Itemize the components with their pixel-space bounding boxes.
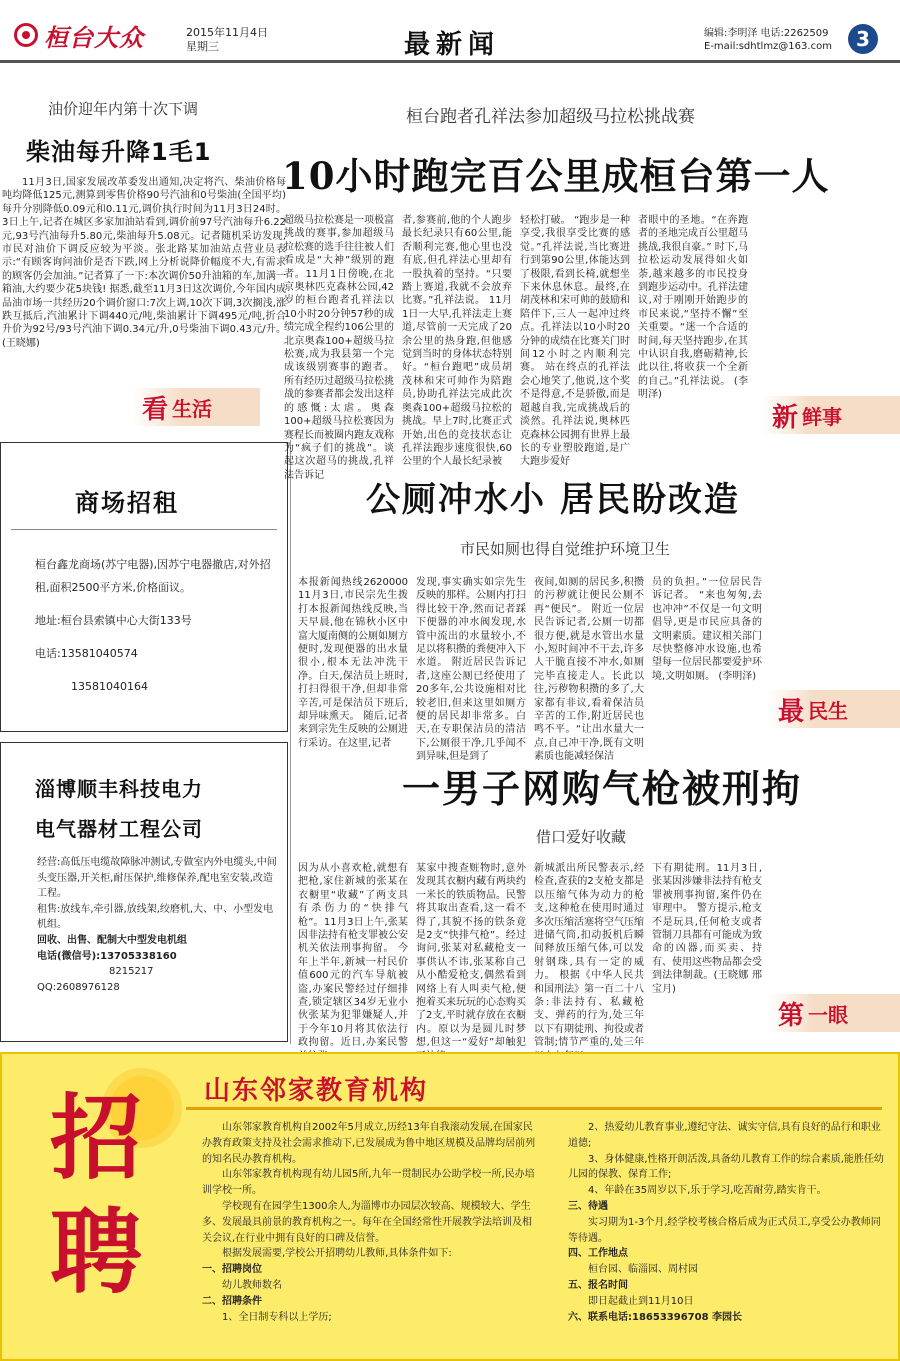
recruit-org-bar <box>186 1066 882 1110</box>
oil-headline: 柴油每升降1毛1 <box>26 138 212 166</box>
recruit-cond-3: 3、身体健康,性格开朗活泼,具备幼儿教育工作的综合素质,能胜任幼儿园的保教、保育工作; <box>568 1153 884 1181</box>
gun-col-3: 新城派出所民警表示,经检查,查获的2支枪支都是以压缩气体为动力的枪支,这种枪在使用时通过多次压缩活塞将空气压缩进储气筒,扣动扳机后瞬间释放压缩气体,可以发射钢珠,具有一定的威力。 根据《中华人民共和国刑法》第一百二十八条:非法持有、私藏枪支、弹药的行为,处三年以下有期徒刑、拘役或者管制;情节严重的,处三年 <box>534 863 644 1049</box>
recruit-heading-4: 四、工作地点 <box>568 1248 628 1260</box>
recruit-heading-3: 三、待遇 <box>568 1200 608 1212</box>
mall-ad-phone1: 电话:13581040574 <box>35 647 138 660</box>
toilet-col-4: 员的负担。”一位居民告诉记者。 “来也匆匆,去也冲冲”不仅是一句文明倡导,更是市民应具备的文明素质。建议相关部门尽快整修冲水设施,也希望每一位居民都要爱护环境,文明如厕。 (李明泽) <box>652 577 762 682</box>
recruit-para-2: 山东邻家教育机构现有幼儿园5所,九年一贯制民办公助学校一所,民办培训学校一所。 <box>202 1169 535 1197</box>
marathon-kicker: 桓台跑者孔祥法参加超级马拉松挑战赛 <box>406 107 695 127</box>
elec-ad-body <box>37 855 279 995</box>
mall-rent-ad <box>0 442 288 732</box>
section-title: 最新闻 <box>404 30 501 60</box>
tag-fresh-small: 鲜事 <box>802 404 843 429</box>
toilet-col-3: 夜间,如厕的居民多,积攒的污秽就让便民公厕不再“便民”。 附近一位居民告诉记者,公厕一切都很方便,就是水管出水量小,短时间冲不干去,许多人干脆直接不冲水,如厕完毕直接走人。长此以往,污秽物积攒的多了,大家都有非议,看着保洁员辛苦的工作,附近居民也鸣不平。“让出水量大一点,自己冲干净,既有文明素质也能减轻保洁 <box>534 577 644 763</box>
recruit-heading-5: 五、报名时间 <box>568 1279 628 1291</box>
recruit-para-4: 根据发展需要,学校公开招聘幼儿教师,具体条件如下: <box>222 1248 452 1260</box>
recruit-cond-1: 1、全日制专科以上学历; <box>222 1311 332 1323</box>
recruit-char-2: 聘 <box>50 1198 143 1306</box>
toilet-article-body <box>298 576 762 763</box>
recruit-para-3: 学校现有在园学生1300余人,为淄博市办园层次较高、规模较大、学生多、发展最具前景的教育机构之一。每年在全国经常性开展教学法培训及相关会议,在行业中拥有良好的口碑及信誉。 <box>202 1200 532 1244</box>
gun-subheadline: 借口爱好收藏 <box>536 828 627 846</box>
section-tag-people <box>768 690 900 728</box>
tag-first-small: 一眼 <box>808 1002 849 1027</box>
masthead-logo <box>14 20 144 50</box>
tag-fresh-big: 新 <box>772 402 799 433</box>
column-divider <box>290 440 291 1044</box>
oil-kicker: 油价迎年内第十次下调 <box>48 100 199 118</box>
gun-col-2: 某家中搜查赃物时,意外发现其衣橱内藏有两块约一米长的铁质物品。民警将其取出查看,这一看不得了,其貌不扬的铁条竟是2支“快排气枪”。经过询问,张某对私藏枪支一事供认不讳,张某称自己从小酷爱枪支,偶然看到网络上有人叫卖气枪,便抱着买来玩玩的心态购买了2支,平时就存放在衣橱内。原以为是圆儿时梦想,但这一“爱好”却触犯 <box>416 863 526 1049</box>
tag-people-big: 最 <box>778 696 805 727</box>
marathon-col-3: 轻松打破。 “跑步是一种享受,我很享受比赛的感觉。”孔祥法说,当比赛进行到第90公里,体能达到了极限,看到长椅,就想坐下来休息休息。最终,在胡茂林和宋可帅的鼓励和陪伴下,三人一起冲过终点。孔祥法以10小时20分钟的成绩在比赛关门时间12小时之内顺利完赛。 站在终点的孔祥法会心地笑了,他说,这个奖不是得意,不是骄傲,而是超越自我,完成挑战后的淡然。孔祥法说,奥林匹克森林公园拥有世界上最长的专业塑胶跑道,是广大跑步爱好 <box>520 215 630 468</box>
marathon-col-4: 者眼中的圣地。“在奔跑者的圣地完成百公里超马挑战,我很自豪。” 时下,马拉松运动发展得如火如荼,越来越多的市民投身到跑步运动中。孔祥法建议,对于刚刚开始跑步的市民来说,“坚持不懈”至关重要。“迷一个合适的时间,每天坚持跑步,在其中认识自我,磨砺精神,长此以往,将收获一个全新的自己。”孔祥法说。 (李明泽) <box>638 215 748 401</box>
recruit-org-name: 山东邻家教育机构 <box>204 1076 429 1106</box>
toilet-col-2: 发现,事实确实如宗先生反映的那样。公厕内打扫得比较干净,然而记者踩下便器的冲水阀发现,水管中流出的水量较小,不足以将积攒的粪便冲入下水道。 附近居民告诉记者,这座公厕已经使用了20多年,公共设施相对比较老旧,但来这里如厕方便的居民却非常多。白天,在专职保洁员的清洁下,公厕很干净,几乎闻不到异味,但是到了 <box>416 577 526 763</box>
recruit-right-column <box>568 1120 890 1325</box>
section-tag-life <box>132 388 260 426</box>
mall-ad-title: 商场招租 <box>75 488 179 517</box>
elec-title-line2: 电气器材工程公司 <box>35 817 203 841</box>
logo-icon <box>14 23 38 47</box>
electric-company-ad <box>0 742 288 1042</box>
header-divider <box>0 60 900 63</box>
section-tag-first <box>768 994 900 1032</box>
toilet-col-1: 本报新闻热线2620000 11月3日,市民宗先生拨打本报新闻热线反映,当天早晨,他在锦秋小区中富大厦南侧的公厕如厕方便时,发现便器的出水量很小,根本无法冲洗干净。白天,保洁员上班时,打扫得很干净,但却非常辛苦,可是保洁员下班后,却异味熏天。 随后,记者来到宗先生反映的公厕进行采访。在这里,记者 <box>298 577 408 749</box>
recruit-position: 幼儿教师数名 <box>222 1279 282 1291</box>
elec-qq: QQ:2608976128 <box>37 981 120 993</box>
mall-ad-address: 地址:桓台县索镇中心大街133号 <box>35 614 192 627</box>
toilet-headline: 公厕冲水小 居民盼改造 <box>366 480 740 520</box>
elec-title-line1: 淄博顺丰科技电力 <box>35 777 203 801</box>
toilet-subheadline: 市民如厕也得自觉维护环境卫生 <box>460 540 671 558</box>
page-number-badge: 3 <box>848 24 878 54</box>
gun-col-1: 因为从小喜欢枪,就想有把枪,家住新城的张某在衣橱里“收藏”了两支具有杀伤力的“快排气枪”。11月3日上午,张某因非法持有枪支罪被公安机关依法刑事拘留。 今年上半年,新城一村民价值600元的汽车导航被盗,办案民警经过仔细排查,锁定辖区34岁无业小伙张某为犯罪嫌疑人,并于今年10月将其依法行政拘留。近日,办案民警 <box>298 863 408 1049</box>
oil-article-body: 11月3日,国家发展改革委发出通知,决定将汽、柴油价格每吨均降低125元,测算到零售价格90号汽油和0号柴油(全国平均)每升分别降低0.09元和0.11元,调价执行时间为11月3日24时。 3日上午,记者在城区多家加油站看到,调价前97号汽油每升6.22元,93号汽油每升5.80元,柴油每升5.08元。记者随机采访发现,市民对油价下调反应较为平淡。张北路某加油站点营业员表示:“有顾客询问油价是否下跌,网上分析说降价幅度不大,有需求的顾客仍会加油。”记者算了一下:本次调价50升油箱的车,加满一箱油,大约要少花5块钱! 据悉,截至11月3日这次调价,今年国内成品油市场一共经历20个调价窗口:7次上调,10次下调,3次搁浅,涨跌互抵后,汽油累计下调440元/吨,柴油累计下调495元/吨,折合升价为92号/93号汽油下调0.34元/升,0号柴油下调0.43元/升。(王晓娜) <box>2 177 286 349</box>
mall-ad-phone2: 13581040164 <box>71 680 148 693</box>
recruit-para-1: 山东邻家教育机构自2002年5月成立,历经13年自我滚动发展,在国家民办教育政策支持及社会需求推动下,已发展成为鲁中地区规模及品牌均居前列的知名民办教育机构。 <box>202 1122 536 1165</box>
page-header <box>0 0 900 62</box>
tag-life-small: 生活 <box>172 396 213 421</box>
marathon-article-body <box>284 214 748 481</box>
mall-ad-desc: 桓台鑫龙商场(苏宁电器),因苏宁电器撤店,对外招租,面积2500平方米,价格面议。 <box>35 558 271 594</box>
recruit-left-column <box>202 1120 540 1325</box>
elec-recycle: 回收、出售、配制大中型发电机组 <box>37 934 187 946</box>
editor-line: 编辑:李明泽 电话:2262509 <box>704 28 829 39</box>
mall-ad-divider <box>11 529 277 530</box>
elec-phone2: 8215217 <box>109 966 154 978</box>
section-tag-fresh <box>762 396 900 434</box>
email-line: E-mail:sdhtlmz@163.com <box>704 41 832 52</box>
recruit-char-1: 招 <box>50 1084 143 1192</box>
tag-first-big: 第 <box>778 1000 805 1031</box>
recruit-reg-time: 即日起截止到11月10日 <box>588 1295 694 1307</box>
date-text: 2015年11月4日 <box>186 26 268 39</box>
gun-col-4: 下有期徒刑。11月3日,张某因涉嫌非法持有枪支罪被刑事拘留,案件仍在审理中。 警方提示,枪支不是玩具,任何枪支或者管制刀具都有可能成为致命的凶器,而买卖、持有、使用这些物品都会受到法律制裁。(王晓娜 邢宝月) <box>652 863 762 995</box>
mall-ad-body <box>35 553 275 708</box>
tag-people-small: 民生 <box>808 698 849 723</box>
gun-headline: 一男子网购气枪被刑拘 <box>402 766 803 811</box>
elec-business: 经营:高低压电缆故障脉冲测试,专做室内外电缆头,中间头变压器,开关柜,耐压保护,维修保养,配电室安装,改造工程。 <box>37 857 277 900</box>
marathon-headline: 10小时跑完百公里成桓台第一人 <box>282 154 830 198</box>
tag-life-big: 看 <box>142 394 169 425</box>
recruit-heading-1: 一、招聘岗位 <box>202 1264 262 1276</box>
elec-phone: 电话(微信号):13705338160 <box>37 950 177 962</box>
elec-rental: 租售:放线车,牵引器,放线架,绞磨机,大、中、小型发电机组。 <box>37 903 274 931</box>
recruit-cond-4: 4、年龄在35周岁以下,乐于学习,吃苦耐劳,踏实肯干。 <box>588 1185 827 1197</box>
marathon-col-1: 超级马拉松赛是一项极富挑战的赛事,参加超级马拉松赛的选手往往被人们看成是“大神”级别的跑者。11月1日傍晚,在北京奥林匹克森林公园,42岁的桓台跑者孔祥法以10小时20分钟57秒的成绩完成全程约106公里的北京奥森100+超级马拉松赛,成为我县第一个完成该级别赛事的跑者。 所有经历过超级马拉松挑战的参赛者都会发出这样的感慨:太虐。奥森100+超级马拉松赛因为赛程长而被圈内跑友戏称为“疯子们的挑战”。谈起这次超马的挑战,孔祥法告诉记 <box>284 215 394 481</box>
recruit-treatment: 实习期为1-3个月,经学校考核合格后成为正式员工,享受公办教师同等待遇。 <box>568 1216 881 1244</box>
marathon-col-2: 者,参赛前,他的个人跑步最长纪录只有60公里,能否顺利完赛,他心里也没有底,但孔祥法心里却有一股执着的坚持。“只要踏上赛道,我就不会放弃比赛。”孔祥法说。 11月1日一大早,孔祥法走上赛道,尽管前一天完成了20余公里的热身跑,但他感觉到当时的身体状态特别好。“桓台跑吧”成员胡茂林和宋可帅作为陪跑员,协助孔祥法完成此次奥森100+超级马拉松的挑战。早上7时,比赛正式开始,出色的竞技状态让孔祥法跑步速度很快,60公里的个人最长纪录被 <box>402 215 512 468</box>
recruit-cond-2: 2、热爱幼儿教育事业,遵纪守法、诚实守信,具有良好的品行和职业道德; <box>568 1122 881 1149</box>
recruit-location: 桓台园、临淄园、周村园 <box>588 1264 698 1276</box>
issue-date <box>186 26 268 54</box>
recruitment-ad <box>0 1052 900 1361</box>
logo-text: 桓台大众 <box>44 22 144 52</box>
elec-ad-title <box>35 769 203 849</box>
recruit-heading-2: 二、招聘条件 <box>202 1295 262 1307</box>
weekday-text: 星期三 <box>186 40 219 53</box>
recruit-contact: 六、联系电话:18653396708 李园长 <box>568 1311 743 1323</box>
editor-info <box>704 27 832 53</box>
gun-article-body <box>298 862 762 1049</box>
